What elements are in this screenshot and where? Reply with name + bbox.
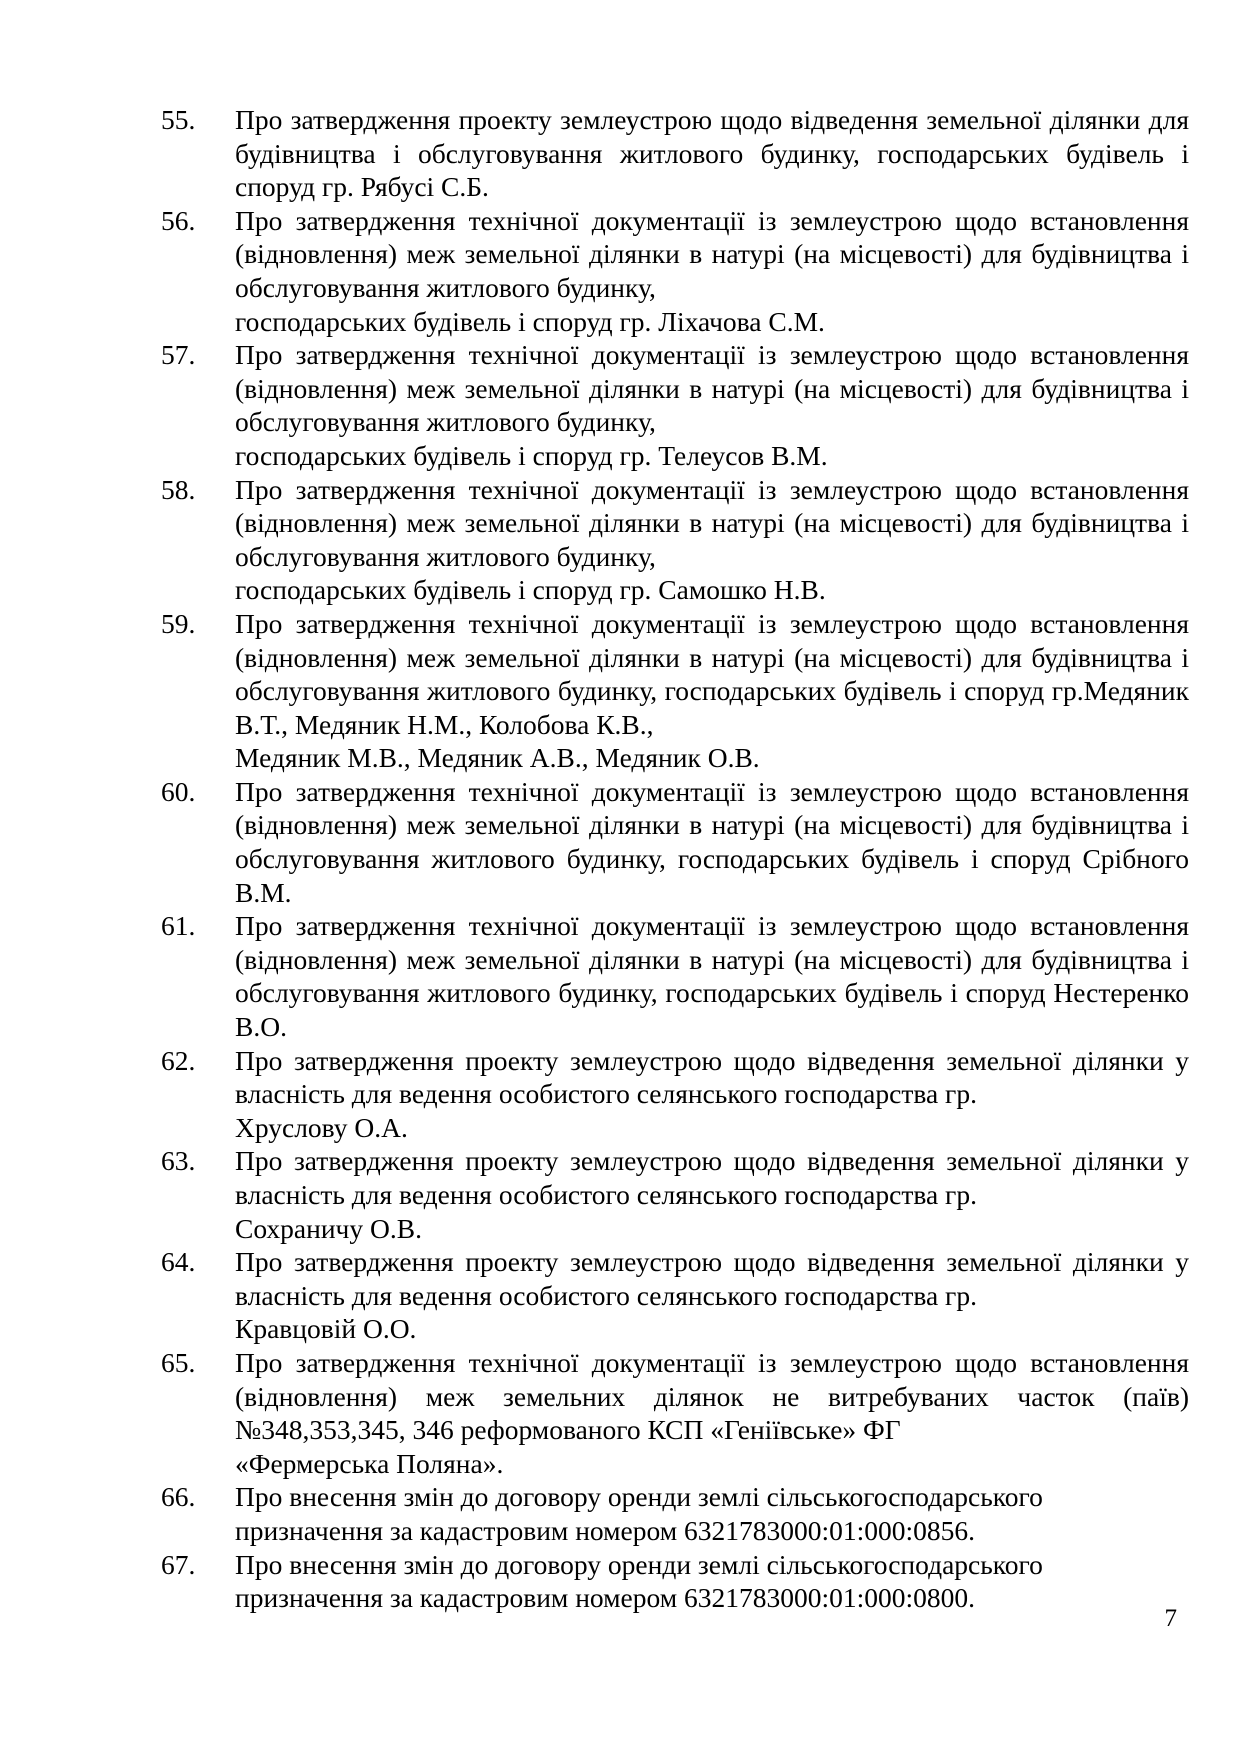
item-number: 56.: [161, 204, 196, 236]
item-number: 60.: [161, 775, 196, 807]
item-number: 58.: [161, 473, 196, 505]
item-number: 61.: [161, 910, 196, 942]
item-number: 62.: [161, 1044, 196, 1076]
agenda-item-62: [161, 1044, 1189, 1145]
agenda-item-58: [161, 473, 1189, 607]
agenda-item-55: [161, 103, 1189, 204]
agenda-item-67: [161, 1548, 1189, 1615]
item-number: 66.: [161, 1481, 196, 1513]
item-text: Про затвердження технічної документації із землеустрою щодо встановлення (відновлення) меж земельних ділянок не витребуваних часток (паїв) №348,353,345, 346 реформованого КСП «Геніївське» ФГ «Фермерська Поляна».: [235, 1346, 1189, 1479]
item-number: 55.: [161, 104, 196, 135]
item-number: 57.: [161, 339, 196, 371]
item-text: Про затвердження проекту землеустрою щодо відведення земельної ділянки у власність для ведення особистого селянського господарства гр. Кравцовій О.О.: [235, 1246, 1189, 1345]
agenda-item-63: [161, 1144, 1189, 1245]
item-number: 59.: [161, 607, 196, 639]
agenda-item-65: [161, 1346, 1189, 1480]
item-text: Про внесення змін до договору оренди землі сільськогосподарського призначення за кадастровим номером 6321783000:01:000:0856.: [235, 1481, 1043, 1546]
agenda-item-59: [161, 607, 1189, 775]
agenda-list: [161, 103, 1189, 1615]
item-number: 67.: [161, 1548, 196, 1580]
item-text: Про затвердження технічної документації із землеустрою щодо встановлення (відновлення) меж земельної ділянки в натурі (на місцевості) для будівництва і обслуговування житлового будинку, господарських будівель і споруд гр.Медяник В.Т., Медяник Н.М., Колобова К.В., Медяник М.В., Медяник А.В., Медяник О.В.: [235, 607, 1189, 774]
item-text: Про затвердження технічної документації із землеустрою щодо встановлення (відновлення) меж земельної ділянки в натурі (на місцевості) для будівництва і обслуговування житлового будинку, господарських будівель і споруд Срібного В.М.: [235, 775, 1189, 908]
item-text: Про затвердження технічної документації із землеустрою щодо встановлення (відновлення) меж земельної ділянки в натурі (на місцевості) для будівництва і обслуговування житлового будинку, господарських будівель і споруд гр. Ліхачова С.М.: [235, 204, 1189, 337]
item-number: 64.: [161, 1246, 196, 1278]
item-text: Про затвердження технічної документації із землеустрою щодо встановлення (відновлення) меж земельної ділянки в натурі (на місцевості) для будівництва і обслуговування житлового будинку, господарських будівель і споруд гр. Телеусов В.М.: [235, 339, 1189, 471]
item-text: Про затвердження технічної документації із землеустрою щодо встановлення (відновлення) меж земельної ділянки в натурі (на місцевості) для будівництва і обслуговування житлового будинку, господарських будівель і споруд гр. Самошко Н.В.: [235, 473, 1189, 606]
page-number: 7: [1164, 1605, 1177, 1632]
agenda-item-64: [161, 1245, 1189, 1346]
agenda-item-66: [161, 1480, 1189, 1547]
item-number: 65.: [161, 1346, 196, 1378]
item-text: Про затвердження проекту землеустрою щодо відведення земельної ділянки у власність для ведення особистого селянського господарства гр. Сохраничу О.В.: [235, 1145, 1189, 1244]
agenda-item-57: [161, 338, 1189, 472]
item-text: Про затвердження проекту землеустрою щодо відведення земельної ділянки для будівництва і обслуговування житлового будинку, господарських будівель і споруд гр. Рябусі С.Б.: [235, 104, 1189, 203]
agenda-item-56: [161, 204, 1189, 338]
item-text: Про затвердження проекту землеустрою щодо відведення земельної ділянки у власність для ведення особистого селянського господарства гр. Хруслову О.А.: [235, 1044, 1189, 1143]
agenda-item-61: [161, 909, 1189, 1043]
agenda-item-60: [161, 775, 1189, 909]
item-text: Про затвердження технічної документації із землеустрою щодо встановлення (відновлення) меж земельної ділянки в натурі (на місцевості) для будівництва і обслуговування житлового будинку, господарських будівель і споруд Нестеренко В.О.: [235, 910, 1189, 1043]
item-number: 63.: [161, 1145, 196, 1177]
item-text: Про внесення змін до договору оренди землі сільськогосподарського призначення за кадастровим номером 6321783000:01:000:0800.: [235, 1548, 1043, 1614]
